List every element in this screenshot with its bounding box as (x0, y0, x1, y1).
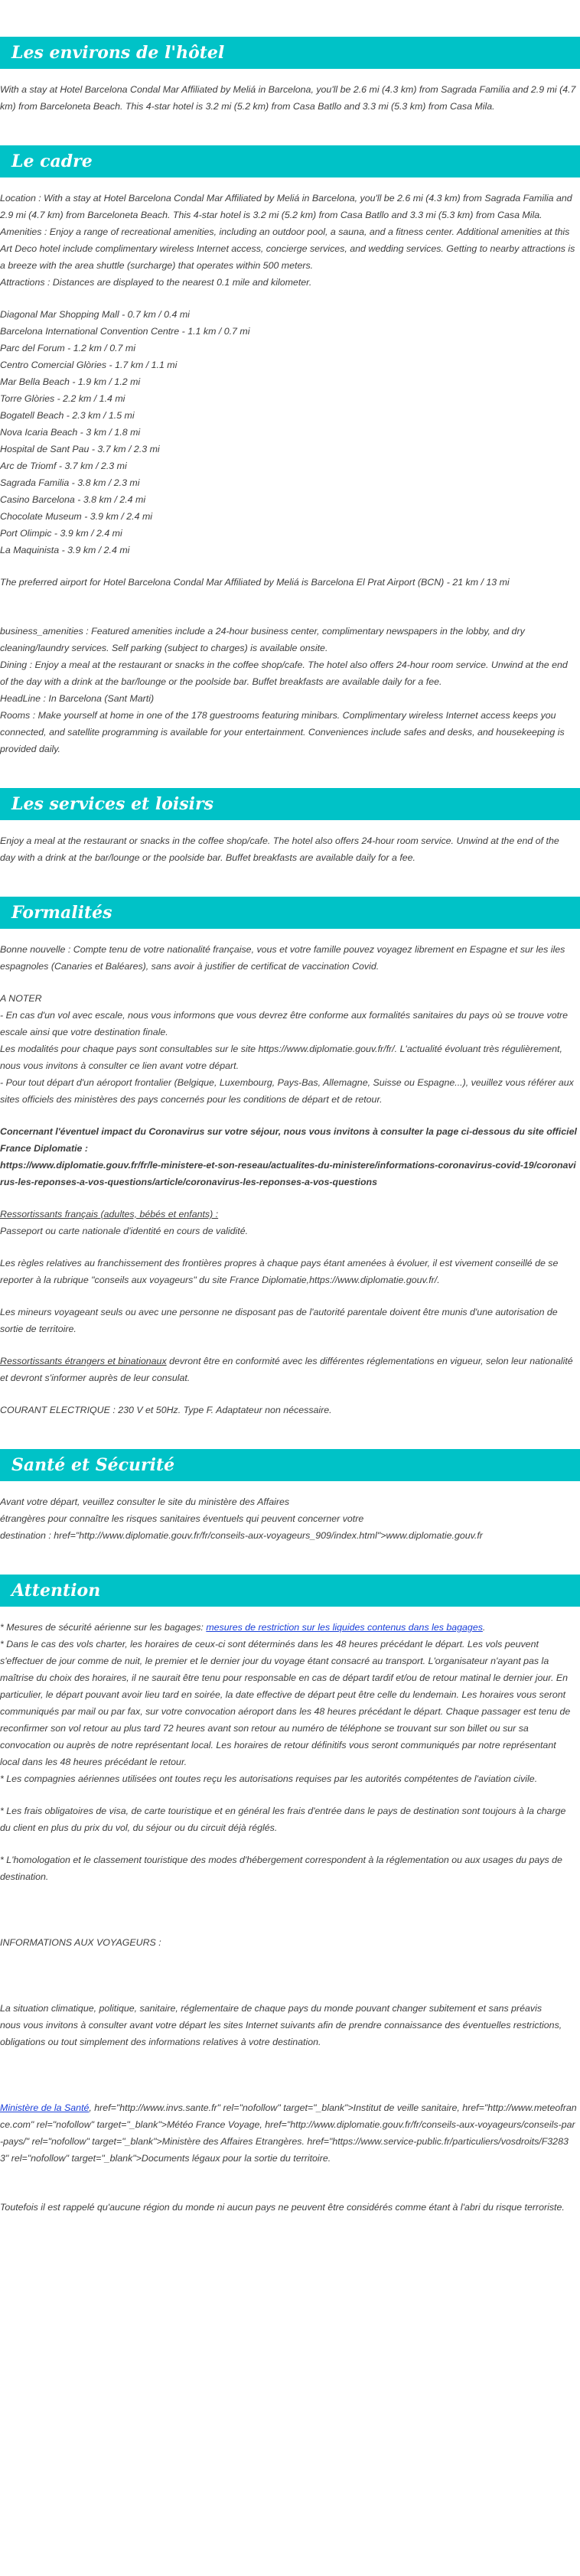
section-title-environs: Les environs de l'hôtel (0, 37, 580, 69)
formalites-regles: Les règles relatives au franchissement des frontières propres à chaque pays étant amenées à évoluer, il est vivement conseillé de se reporter à la rubrique "conseils aux voyageurs" du site France Diplomatie,https://www.diplomatie.gouv.fr/. (0, 1258, 559, 1285)
attention-homologation: * L'homologation et le classement touristique des modes d'hébergement correspondent à la réglementation ou aux usages du pays de destination. (0, 1855, 562, 1882)
attention-infos-title: INFORMATIONS AUX VOYAGEURS : (0, 1937, 161, 1948)
formalites-mineurs: Les mineurs voyageant seuls ou avec une personne ne disposant pas de l'autorité parentale doivent être munis d'une autorisation de sortie de territoire. (0, 1307, 558, 1334)
cadre-headline: HeadLine : In Barcelona (Sant Marti) (0, 693, 155, 704)
formalites-corona: Concernant l'éventuel impact du Coronavirus sur votre séjour, nous vous invitons à consulter la page ci-dessous du site officiel France Diplomatie : (0, 1126, 577, 1154)
list-item: Mar Bella Beach - 1.9 km / 1.2 mi (0, 376, 141, 387)
liquids-restriction-link[interactable]: mesures de restriction sur les liquides contenus dans les bagages (206, 1622, 483, 1633)
attention-situation-1: La situation climatique, politique, sanitaire, réglementaire de chaque pays du monde pouvant changer subitement et sans préavis (0, 2003, 543, 2014)
environs-text: With a stay at Hotel Barcelona Condal Mar Affiliated by Meliá in Barcelona, you'll be 2.6 mi (4.3 km) from Sagrada Familia and 2.9 mi (4.7 km) from Barceloneta Beach. This 4-star hotel is 3.2 mi (5.2 km) from Casa Batllo and 3.3 mi (5.3 km) from Casa Mila. (0, 84, 576, 112)
attention-situation-2: nous vous invitons à consulter avant votre départ les sites Internet suivants afin de prendre connaissance des éventuelles restrictions, obligations ou tout simplement des informations relatives à votre destination. (0, 2020, 562, 2047)
list-item: Port Olimpic - 3.9 km / 2.4 mi (0, 528, 122, 539)
section-title-services: Les services et loisirs (0, 788, 580, 820)
formalites-ressortissants-title: Ressortissants français (adultes, bébés et enfants) : (0, 1209, 219, 1220)
services-text: Enjoy a meal at the restaurant or snacks in the coffee shop/cafe. The hotel also offers 24-hour room service. Unwind at the end of the day with a drink at the bar/lounge or the poolside bar. Buffet breakfasts are available daily for a fee. (0, 835, 559, 863)
cadre-rooms: Rooms : Make yourself at home in one of the 178 guestrooms featuring minibars. Complimentary wireless Internet access keeps you connected, and satellite programming is available for your entertainment. Conveniences include safes and desks, and housekeeping is provided daily. (0, 710, 565, 754)
ministere-sante-link[interactable]: Ministère de la Santé (0, 2102, 90, 2113)
sante-line-2: étrangères pour connaître les risques sanitaires éventuels qui peuvent concerner votre (0, 1513, 364, 1524)
attention-terrorisme: Toutefois il est rappelé qu'aucune région du monde ni aucun pays ne peuvent être considérés comme étant à l'abri du risque terroriste. (0, 2202, 565, 2213)
attention-vols: * Dans le cas des vols charter, les horaires de ceux-ci sont déterminés dans les 48 heures précédant le départ. Les vols peuvent s'effectuer de jour comme de nuit, le premier et le dernier jour du voyage étant consacré au transport. L'organisateur n'ayant pas la maîtrise du choix des horaires, il ne saurait être tenu pour responsable en cas de départ tardif et/ou de retour matinal le dernier jour. En particulier, le départ pouvant avoir lieu tard en soirée, la date effective de départ peut être celle du lendemain. Les horaires vous seront communiqués par mail ou par fax, sur votre convocation aéroport dans les 48 heures précédant le départ. Chaque passager est tenu de reconfirmer son vol retour au plus tard 72 heures avant son retour au numéro de téléphone se trouvant sur son billet ou sur sa convocation ou auprès de notre représentant local. Les horaires de retour définitifs vous seront communiqués par notre représentant local dans les 48 heures précédant le retour. (0, 1639, 571, 1767)
section-formalites (0, 897, 580, 1418)
formalites-ressortissants-text: Passeport ou carte nationale d'identité en cours de validité. (0, 1226, 249, 1236)
section-services (0, 788, 580, 866)
sante-text (0, 1493, 577, 1544)
section-title-sante: Santé et Sécurité (0, 1449, 580, 1481)
formalites-etrangers-text: devront être en conformité avec les différentes réglementations en vigueur, selon leur nationalité et devront s'informer auprès de leur consulat. (0, 1356, 573, 1383)
cadre-airport: The preferred airport for Hotel Barcelona Condal Mar Affiliated by Meliá is Barcelona El Prat Airport (BCN) - 21 km / 13 mi (0, 577, 510, 588)
section-environs (0, 37, 580, 115)
formalites-bonne-nouvelle: Bonne nouvelle : Compte tenu de votre nationalité française, vous et votre famille pouvez voyagez librement en Espagne et sur les iles espagnoles (Canaries et Baléares), sans avoir à justifier de certificat de vaccination Covid. (0, 944, 565, 972)
list-item: Hospital de Sant Pau - 3.7 km / 2.3 mi (0, 444, 160, 454)
list-item: Torre Glòries - 2.2 km / 1.4 mi (0, 393, 125, 404)
list-item: Sagrada Familia - 3.8 km / 2.3 mi (0, 477, 140, 488)
section-cadre (0, 145, 580, 757)
distance-list (0, 306, 577, 559)
cadre-dining: Dining : Enjoy a meal at the restaurant or snacks in the coffee shop/cafe. The hotel also offers 24-hour room service. Unwind at the end of the day with a drink at the bar/lounge or the poolside bar. Buffet breakfasts are available daily for a fee. (0, 659, 568, 687)
list-item: Casino Barcelona - 3.8 km / 2.4 mi (0, 494, 146, 505)
list-item: Centro Comercial Glòries - 1.7 km / 1.1 mi (0, 360, 178, 370)
formalites-noter-1: - En cas d'un vol avec escale, nous vous informons que vous devrez être conforme aux formalités sanitaires du pays où se trouve votre escale ainsi que votre destination finale. (0, 1010, 569, 1037)
formalites-etrangers (0, 1353, 577, 1386)
section-title-cadre: Le cadre (0, 145, 580, 177)
attention-compagnies: * Les compagnies aériennes utilisées ont toutes reçu les autorisations requises par les autorités compétentes de l'aviation civile. (0, 1773, 538, 1784)
formalites-courant: COURANT ELECTRIQUE : 230 V et 50Hz. Type F. Adaptateur non nécessaire. (0, 1405, 332, 1415)
formalites-noter-title: A NOTER (0, 993, 42, 1004)
section-title-formalites: Formalités (0, 897, 580, 929)
list-item: Nova Icaria Beach - 3 km / 1.8 mi (0, 427, 141, 438)
list-item: Barcelona International Convention Centre - 1.1 km / 0.7 mi (0, 326, 250, 337)
sante-line-1: Avant votre départ, veuillez consulter le site du ministère des Affaires (0, 1496, 290, 1507)
section-attention (0, 1575, 580, 2216)
attention-mesures (0, 1619, 577, 1636)
attention-mesures-prefix: * Mesures de sécurité aérienne sur les bagages: (0, 1622, 207, 1633)
attention-ministere (0, 2099, 577, 2167)
section-title-attention: Attention (0, 1575, 580, 1607)
list-item: Arc de Triomf - 3.7 km / 2.3 mi (0, 461, 127, 471)
formalites-noter-2: Les modalités pour chaque pays sont consultables sur le site https://www.diplomatie.gouv.fr/fr/. L'actualité évoluant très régulièrement, nous vous invitons à consulter ce lien avant votre départ. (0, 1044, 562, 1071)
list-item: La Maquinista - 3.9 km / 2.4 mi (0, 545, 130, 555)
cadre-location: Location : With a stay at Hotel Barcelona Condal Mar Affiliated by Meliá in Barcelona, you'll be 2.6 mi (4.3 km) from Sagrada Familia and 2.9 mi (4.7 km) from Barceloneta Beach. This 4-star hotel is 3.2 mi (5.2 km) from Casa Batllo and 3.3 mi (5.3 km) from Casa Mila. (0, 193, 572, 220)
formalites-etrangers-title: Ressortissants étrangers et binationaux (0, 1356, 167, 1366)
attention-mesures-suffix: . (482, 1622, 486, 1633)
list-item: Chocolate Museum - 3.9 km / 2.4 mi (0, 511, 153, 522)
list-item: Parc del Forum - 1.2 km / 0.7 mi (0, 343, 135, 353)
list-item: Diagonal Mar Shopping Mall - 0.7 km / 0.4 mi (0, 309, 190, 320)
cadre-amenities: Amenities : Enjoy a range of recreational amenities, including an outdoor pool, a sauna, and a fitness center. Additional amenities at this Art Deco hotel include complimentary wireless Internet access, concierge services, and wedding services. Getting to nearby attractions is a breeze with the area shuttle (surcharge) that operates within 500 meters. (0, 226, 575, 271)
section-sante (0, 1449, 580, 1544)
list-item: Bogatell Beach - 2.3 km / 1.5 mi (0, 410, 135, 421)
formalites-noter-3: - Pour tout départ d'un aéroport frontalier (Belgique, Luxembourg, Pays-Bas, Allemagne, Suisse ou Espagne...), veuillez vous référer aux sites officiels des ministères des pays concernés pour les conditions de départ et de retour. (0, 1077, 574, 1105)
cadre-attractions: Attractions : Distances are displayed to the nearest 0.1 mile and kilometer. (0, 277, 312, 288)
formalites-corona-link[interactable]: https://www.diplomatie.gouv.fr/fr/le-ministere-et-son-reseau/actualites-du-ministere/informations-coronavirus-covid-19/coronavirus-les-reponses-a-vos-questions/article/coronavirus-les-reponses-a-vos-questions (0, 1160, 576, 1187)
cadre-business: business_amenities : Featured amenities include a 24-hour business center, complimentary newspapers in the lobby, and dry cleaning/laundry services. Self parking (subject to charges) is available onsite. (0, 626, 525, 653)
attention-ministere-text: , href="http://www.invs.sante.fr" rel="nofollow" target="_blank">Institut de veille sanitaire, href="http://www.meteofrance.com" rel="nofollow" target="_blank">Météo France Voyage, href="http://www.diplomatie.gouv.fr/fr/conseils-aux-voyageurs/conseils-par-pays/" rel="nofollow" target="_blank">Ministère des Affaires Etrangères. href="https://www.service-public.fr/particuliers/vosdroits/F32833" rel="nofollow" target="_blank">Documents légaux pour la sortie du territoire. (0, 2102, 577, 2164)
attention-frais: * Les frais obligatoires de visa, de carte touristique et en général les frais d'entrée dans le pays de destination sont toujours à la charge du client en plus du prix du vol, du séjour ou du circuit déjà réglés. (0, 1806, 566, 1833)
sante-line-3: destination : href="http://www.diplomatie.gouv.fr/fr/conseils-aux-voyageurs_909/index.html">www.diplomatie.gouv.fr (0, 1530, 483, 1541)
